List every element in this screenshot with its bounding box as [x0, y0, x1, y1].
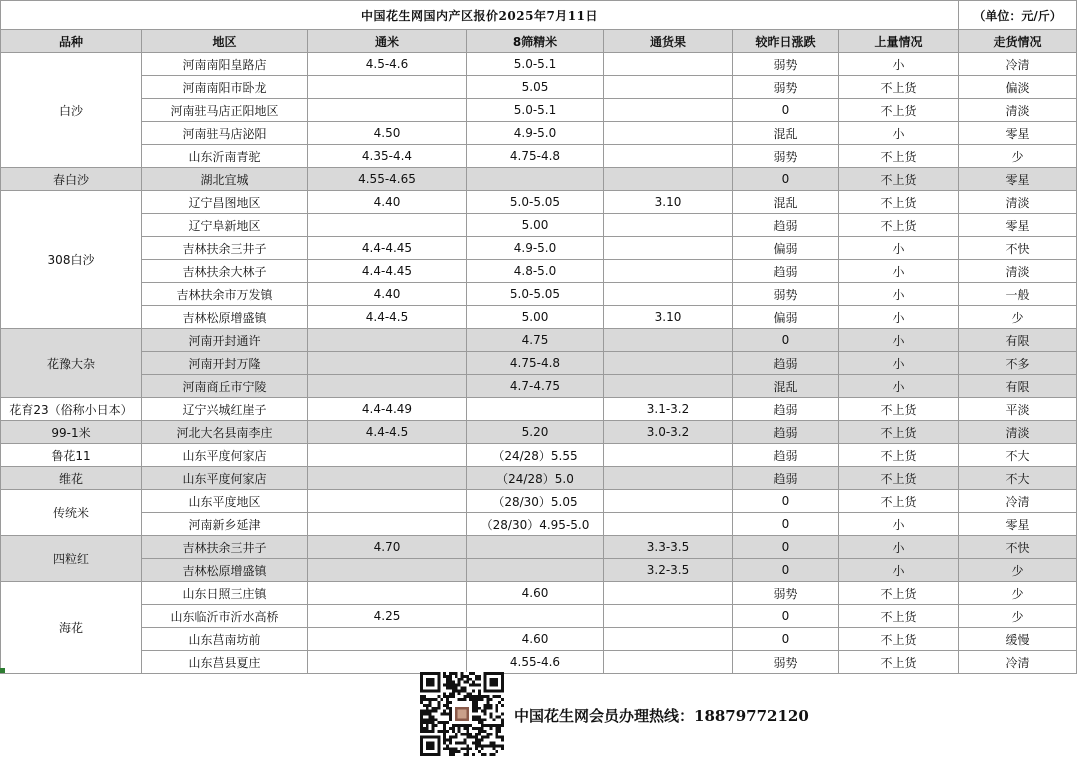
supply-cell: 小	[839, 329, 959, 352]
change-cell: 弱势	[733, 283, 839, 306]
table-row	[1, 536, 1077, 559]
sieve8-cell: 5.0-5.05	[467, 283, 604, 306]
region-cell: 河南南阳市卧龙	[142, 76, 308, 99]
table-row	[1, 352, 1077, 375]
table-row	[1, 490, 1077, 513]
change-cell: 弱势	[733, 53, 839, 76]
table-row	[1, 168, 1077, 191]
region-cell: 辽宁昌图地区	[142, 191, 308, 214]
table-row	[1, 237, 1077, 260]
trade-cell: 有限	[959, 375, 1077, 398]
region-cell: 辽宁兴城红崖子	[142, 398, 308, 421]
supply-cell: 小	[839, 513, 959, 536]
trade-cell: 零星	[959, 168, 1077, 191]
change-cell: 0	[733, 329, 839, 352]
tonghuo-cell	[604, 283, 733, 306]
variety-cell: 白沙	[1, 53, 142, 168]
col-header-region: 地区	[142, 30, 308, 53]
tongmi-cell: 4.55-4.65	[308, 168, 467, 191]
change-cell: 趋弱	[733, 260, 839, 283]
sieve8-cell: 4.75-4.8	[467, 145, 604, 168]
supply-cell: 不上货	[839, 168, 959, 191]
change-cell: 0	[733, 99, 839, 122]
trade-cell: 不快	[959, 536, 1077, 559]
table-row	[1, 283, 1077, 306]
supply-cell: 不上货	[839, 651, 959, 674]
table-row	[1, 444, 1077, 467]
sieve8-cell	[467, 536, 604, 559]
change-cell: 0	[733, 168, 839, 191]
tonghuo-cell	[604, 145, 733, 168]
tongmi-cell: 4.4-4.5	[308, 306, 467, 329]
tonghuo-cell	[604, 444, 733, 467]
supply-cell: 不上货	[839, 467, 959, 490]
tongmi-cell: 4.40	[308, 191, 467, 214]
col-header-supply: 上量情况	[839, 30, 959, 53]
tonghuo-cell	[604, 582, 733, 605]
variety-cell: 鲁花11	[1, 444, 142, 467]
tongmi-cell	[308, 375, 467, 398]
table-row	[1, 582, 1077, 605]
trade-cell: 一般	[959, 283, 1077, 306]
trade-cell: 清淡	[959, 260, 1077, 283]
sieve8-cell: 4.9-5.0	[467, 122, 604, 145]
tongmi-cell	[308, 76, 467, 99]
region-cell: 河北大名县南李庄	[142, 421, 308, 444]
region-cell: 山东平度何家店	[142, 444, 308, 467]
sieve8-cell: 5.0-5.1	[467, 99, 604, 122]
tonghuo-cell	[604, 260, 733, 283]
tonghuo-cell: 3.3-3.5	[604, 536, 733, 559]
tongmi-cell: 4.25	[308, 605, 467, 628]
sieve8-cell: 4.60	[467, 628, 604, 651]
sieve8-cell: （28/30）5.05	[467, 490, 604, 513]
supply-cell: 小	[839, 306, 959, 329]
region-cell: 山东平度何家店	[142, 467, 308, 490]
tongmi-cell	[308, 582, 467, 605]
supply-cell: 不上货	[839, 214, 959, 237]
report-title: 中国花生网国内产区报价2025年7月11日	[1, 1, 959, 30]
table-row	[1, 53, 1077, 76]
tongmi-cell: 4.4-4.45	[308, 260, 467, 283]
footer	[418, 670, 978, 756]
supply-cell: 不上货	[839, 605, 959, 628]
table-row	[1, 214, 1077, 237]
table-row	[1, 398, 1077, 421]
trade-cell: 零星	[959, 122, 1077, 145]
tonghuo-cell	[604, 605, 733, 628]
trade-cell: 冷清	[959, 53, 1077, 76]
sieve8-cell: （28/30）4.95-5.0	[467, 513, 604, 536]
tonghuo-cell: 3.10	[604, 191, 733, 214]
trade-cell: 少	[959, 605, 1077, 628]
supply-cell: 不上货	[839, 421, 959, 444]
sieve8-cell: （24/28）5.0	[467, 467, 604, 490]
tonghuo-cell	[604, 490, 733, 513]
trade-cell: 少	[959, 145, 1077, 168]
trade-cell: 冷清	[959, 490, 1077, 513]
change-cell: 0	[733, 559, 839, 582]
tongmi-cell	[308, 559, 467, 582]
variety-cell: 维花	[1, 467, 142, 490]
trade-cell: 偏淡	[959, 76, 1077, 99]
trade-cell: 少	[959, 559, 1077, 582]
variety-cell: 传统米	[1, 490, 142, 536]
tongmi-cell	[308, 329, 467, 352]
title-row	[1, 1, 1077, 30]
supply-cell: 不上货	[839, 191, 959, 214]
sieve8-cell: 4.75	[467, 329, 604, 352]
tongmi-cell: 4.70	[308, 536, 467, 559]
region-cell: 河南商丘市宁陵	[142, 375, 308, 398]
header-row	[1, 30, 1077, 53]
region-cell: 吉林扶余三井子	[142, 536, 308, 559]
region-cell: 湖北宜城	[142, 168, 308, 191]
region-cell: 辽宁阜新地区	[142, 214, 308, 237]
tongmi-cell	[308, 490, 467, 513]
tonghuo-cell	[604, 628, 733, 651]
col-header-change: 较昨日涨跌	[733, 30, 839, 53]
variety-cell: 308白沙	[1, 191, 142, 329]
sieve8-cell: 4.75-4.8	[467, 352, 604, 375]
table-row	[1, 513, 1077, 536]
tonghuo-cell: 3.0-3.2	[604, 421, 733, 444]
table-row	[1, 421, 1077, 444]
region-cell: 河南新乡延津	[142, 513, 308, 536]
supply-cell: 不上货	[839, 490, 959, 513]
col-header-trade: 走货情况	[959, 30, 1077, 53]
supply-cell: 小	[839, 559, 959, 582]
region-cell: 山东日照三庄镇	[142, 582, 308, 605]
sieve8-cell	[467, 559, 604, 582]
tonghuo-cell	[604, 467, 733, 490]
region-cell: 河南驻马店正阳地区	[142, 99, 308, 122]
sieve8-cell: 5.0-5.1	[467, 53, 604, 76]
tonghuo-cell: 3.2-3.5	[604, 559, 733, 582]
sieve8-cell: 5.05	[467, 76, 604, 99]
trade-cell: 清淡	[959, 421, 1077, 444]
variety-cell: 四粒红	[1, 536, 142, 582]
unit-label: （单位：元/斤）	[959, 1, 1077, 30]
change-cell: 弱势	[733, 145, 839, 168]
variety-cell: 花育23（俗称小日本）	[1, 398, 142, 421]
tonghuo-cell	[604, 76, 733, 99]
tonghuo-cell	[604, 168, 733, 191]
variety-cell: 海花	[1, 582, 142, 674]
supply-cell: 小	[839, 375, 959, 398]
tongmi-cell: 4.35-4.4	[308, 145, 467, 168]
table-row	[1, 99, 1077, 122]
region-cell: 吉林扶余大林子	[142, 260, 308, 283]
table-row	[1, 76, 1077, 99]
tonghuo-cell	[604, 513, 733, 536]
tongmi-cell: 4.4-4.49	[308, 398, 467, 421]
trade-cell: 零星	[959, 513, 1077, 536]
sieve8-cell: 5.20	[467, 421, 604, 444]
tongmi-cell	[308, 99, 467, 122]
supply-cell: 不上货	[839, 99, 959, 122]
sieve8-cell	[467, 398, 604, 421]
trade-cell: 少	[959, 306, 1077, 329]
change-cell: 趋弱	[733, 467, 839, 490]
table-row	[1, 145, 1077, 168]
tongmi-cell: 4.40	[308, 283, 467, 306]
variety-cell: 花豫大杂	[1, 329, 142, 398]
trade-cell: 不快	[959, 237, 1077, 260]
trade-cell: 不大	[959, 467, 1077, 490]
supply-cell: 不上货	[839, 582, 959, 605]
sheet-corner-marker	[0, 668, 5, 673]
supply-cell: 小	[839, 53, 959, 76]
trade-cell: 不大	[959, 444, 1077, 467]
tonghuo-cell	[604, 329, 733, 352]
tonghuo-cell	[604, 237, 733, 260]
col-header-8sieve: 8筛精米	[467, 30, 604, 53]
change-cell: 趋弱	[733, 398, 839, 421]
sieve8-cell: 4.7-4.75	[467, 375, 604, 398]
region-cell: 吉林扶余市万发镇	[142, 283, 308, 306]
table-row	[1, 467, 1077, 490]
sieve8-cell: 5.00	[467, 214, 604, 237]
sieve8-cell: 4.9-5.0	[467, 237, 604, 260]
tonghuo-cell: 3.10	[604, 306, 733, 329]
supply-cell: 不上货	[839, 76, 959, 99]
region-cell: 山东莒县夏庄	[142, 651, 308, 674]
tonghuo-cell: 3.1-3.2	[604, 398, 733, 421]
table-row	[1, 122, 1077, 145]
tonghuo-cell	[604, 352, 733, 375]
change-cell: 趋弱	[733, 214, 839, 237]
change-cell: 趋弱	[733, 352, 839, 375]
variety-cell: 春白沙	[1, 168, 142, 191]
region-cell: 山东临沂市沂水高桥	[142, 605, 308, 628]
trade-cell: 不多	[959, 352, 1077, 375]
change-cell: 0	[733, 536, 839, 559]
change-cell: 弱势	[733, 76, 839, 99]
tonghuo-cell	[604, 53, 733, 76]
table-row	[1, 375, 1077, 398]
col-header-tonghuo: 通货果	[604, 30, 733, 53]
tongmi-cell: 4.4-4.45	[308, 237, 467, 260]
table-row	[1, 559, 1077, 582]
tongmi-cell	[308, 214, 467, 237]
tongmi-cell	[308, 352, 467, 375]
change-cell: 偏弱	[733, 306, 839, 329]
supply-cell: 小	[839, 122, 959, 145]
sieve8-cell: 4.55-4.6	[467, 651, 604, 674]
col-header-tongmi: 通米	[308, 30, 467, 53]
tonghuo-cell	[604, 375, 733, 398]
table-row	[1, 191, 1077, 214]
tongmi-cell	[308, 628, 467, 651]
sieve8-cell: 5.0-5.05	[467, 191, 604, 214]
change-cell: 混乱	[733, 122, 839, 145]
change-cell: 趋弱	[733, 421, 839, 444]
trade-cell: 少	[959, 582, 1077, 605]
qr-code-icon	[418, 672, 506, 756]
table-row	[1, 260, 1077, 283]
change-cell: 偏弱	[733, 237, 839, 260]
tongmi-cell	[308, 513, 467, 536]
trade-cell: 缓慢	[959, 628, 1077, 651]
table-row	[1, 306, 1077, 329]
supply-cell: 不上货	[839, 628, 959, 651]
change-cell: 混乱	[733, 375, 839, 398]
change-cell: 0	[733, 490, 839, 513]
trade-cell: 冷清	[959, 651, 1077, 674]
region-cell: 山东莒南坊前	[142, 628, 308, 651]
region-cell: 吉林松原增盛镇	[142, 559, 308, 582]
change-cell: 趋弱	[733, 444, 839, 467]
trade-cell: 有限	[959, 329, 1077, 352]
region-cell: 山东平度地区	[142, 490, 308, 513]
sieve8-cell: 4.60	[467, 582, 604, 605]
region-cell: 吉林松原增盛镇	[142, 306, 308, 329]
region-cell: 河南开封万隆	[142, 352, 308, 375]
trade-cell: 零星	[959, 214, 1077, 237]
sieve8-cell	[467, 605, 604, 628]
sieve8-cell: 4.8-5.0	[467, 260, 604, 283]
supply-cell: 不上货	[839, 398, 959, 421]
sieve8-cell	[467, 168, 604, 191]
tonghuo-cell	[604, 122, 733, 145]
sieve8-cell: 5.00	[467, 306, 604, 329]
change-cell: 混乱	[733, 191, 839, 214]
supply-cell: 小	[839, 352, 959, 375]
supply-cell: 小	[839, 283, 959, 306]
change-cell: 弱势	[733, 582, 839, 605]
region-cell: 河南驻马店泌阳	[142, 122, 308, 145]
supply-cell: 不上货	[839, 444, 959, 467]
region-cell: 河南南阳皇路店	[142, 53, 308, 76]
tongmi-cell: 4.4-4.5	[308, 421, 467, 444]
region-cell: 河南开封通许	[142, 329, 308, 352]
hotline-text: 中国花生网会员办理热线：18879772120	[514, 707, 809, 725]
tongmi-cell	[308, 444, 467, 467]
supply-cell: 小	[839, 260, 959, 283]
supply-cell: 不上货	[839, 145, 959, 168]
table-row	[1, 605, 1077, 628]
change-cell: 0	[733, 605, 839, 628]
table-row	[1, 628, 1077, 651]
supply-cell: 小	[839, 536, 959, 559]
region-cell: 吉林扶余三井子	[142, 237, 308, 260]
change-cell: 0	[733, 513, 839, 536]
tonghuo-cell	[604, 99, 733, 122]
table-row	[1, 329, 1077, 352]
change-cell: 0	[733, 628, 839, 651]
sieve8-cell: （24/28）5.55	[467, 444, 604, 467]
trade-cell: 清淡	[959, 191, 1077, 214]
supply-cell: 小	[839, 237, 959, 260]
variety-cell: 99-1米	[1, 421, 142, 444]
col-header-variety: 品种	[1, 30, 142, 53]
trade-cell: 清淡	[959, 99, 1077, 122]
tongmi-cell: 4.50	[308, 122, 467, 145]
region-cell: 山东沂南青驼	[142, 145, 308, 168]
change-cell: 弱势	[733, 651, 839, 674]
tongmi-cell: 4.5-4.6	[308, 53, 467, 76]
trade-cell: 平淡	[959, 398, 1077, 421]
tongmi-cell	[308, 467, 467, 490]
tonghuo-cell	[604, 214, 733, 237]
